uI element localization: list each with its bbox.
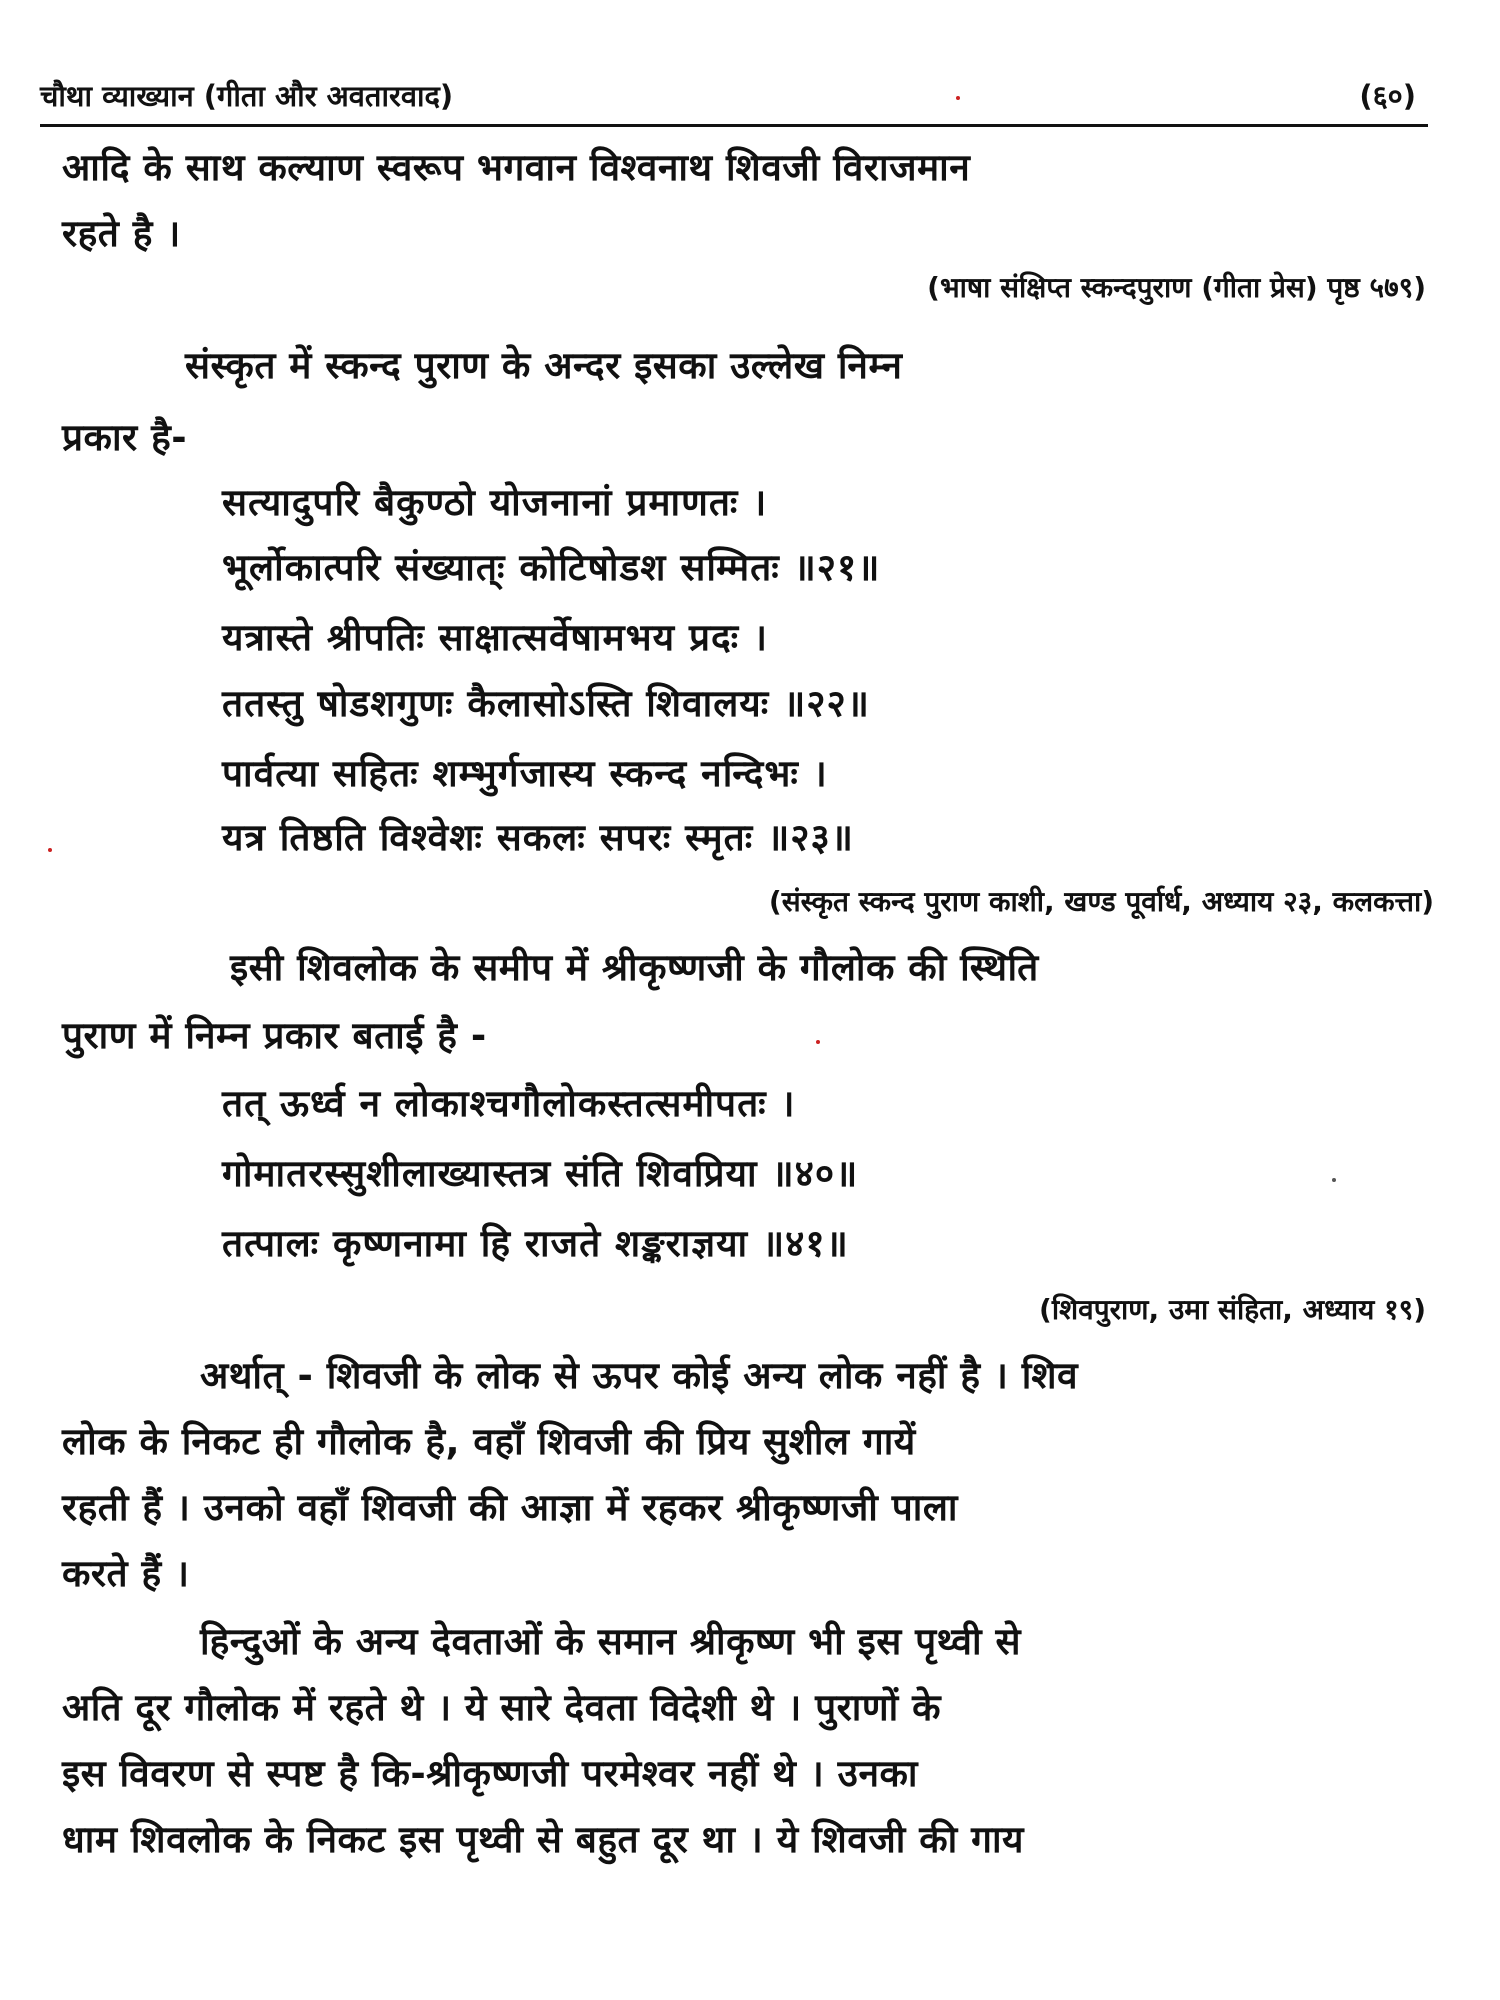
- body-line: अति दूर गौलोक में रहते थे । ये सारे देवता विदेशी थे । पुराणों के: [62, 1686, 941, 1729]
- verse-line: गोमातरस्सुशीलाख्यास्तत्र संति शिवप्रिया ॥४०॥: [222, 1152, 859, 1195]
- verse-line: पार्वत्या सहितः शम्भुर्गजास्य स्कन्द नन्दिभः ।: [222, 752, 828, 795]
- verse-line: तत् ऊर्ध्व न लोकाश्चगौलोकस्तत्समीपतः ।: [222, 1082, 796, 1125]
- page-number: (६०): [1359, 79, 1416, 113]
- body-line: अर्थात् - शिवजी के लोक से ऊपर कोई अन्य लोक नहीं है । शिव: [200, 1354, 1079, 1397]
- verse-line: भूर्लोकात्परि संख्यात्ः कोटिषोडश सम्मितः ॥२१॥: [222, 546, 881, 589]
- body-line: इस विवरण से स्पष्ट है कि-श्रीकृष्णजी परमेश्वर नहीं थे । उनका: [62, 1752, 918, 1795]
- verse-line: यत्र तिष्ठति विश्वेशः सकलः सपरः स्मृतः ॥२३॥: [222, 816, 854, 859]
- body-line: पुराण में निम्न प्रकार बताई है -: [62, 1014, 487, 1057]
- scan-speck: [816, 1040, 820, 1044]
- verse-line: तत्पालः कृष्णनामा हि राजते शङ्कराज्ञया ॥४१॥: [222, 1222, 849, 1265]
- body-line: रहते है ।: [62, 212, 181, 255]
- body-line: इसी शिवलोक के समीप में श्रीकृष्णजी के गौलोक की स्थिति: [230, 946, 1039, 989]
- verse-line: सत्यादुपरि बैकुण्ठो योजनानां प्रमाणतः ।: [222, 481, 768, 524]
- body-line: संस्कृत में स्कन्द पुराण के अन्दर इसका उल्लेख निम्न: [185, 344, 903, 387]
- body-line: करते हैं ।: [62, 1552, 190, 1595]
- running-header: [40, 72, 1428, 127]
- body-line: लोक के निकट ही गौलोक है, वहाँ शिवजी की प्रिय सुशील गायें: [62, 1420, 916, 1463]
- scan-speck: [1332, 1178, 1336, 1182]
- verse-line: ततस्तु षोडशगुणः कैलासोऽस्ति शिवालयः ॥२२॥: [222, 682, 870, 725]
- body-line: हिन्दुओं के अन्य देवताओं के समान श्रीकृष्ण भी इस पृथ्वी से: [200, 1620, 1021, 1663]
- verse-line: यत्रास्ते श्रीपतिः साक्षात्सर्वेषामभय प्रदः ।: [222, 616, 769, 659]
- citation: (शिवपुराण, उमा संहिता, अध्याय १९): [1039, 1293, 1426, 1326]
- citation: (भाषा संक्षिप्त स्कन्दपुराण (गीता प्रेस) पृष्ठ ५७९): [927, 271, 1426, 304]
- body-line: प्रकार है-: [62, 416, 188, 459]
- scan-speck: [956, 96, 960, 100]
- body-line: धाम शिवलोक के निकट इस पृथ्वी से बहुत दूर था । ये शिवजी की गाय: [62, 1818, 1025, 1861]
- chapter-title: चौथा व्याख्यान (गीता और अवतारवाद): [40, 79, 454, 113]
- scan-speck: [48, 848, 52, 852]
- body-line: रहती हैं । उनको वहाँ शिवजी की आज्ञा में रहकर श्रीकृष्णजी पाला: [62, 1486, 959, 1529]
- body-line: आदि के साथ कल्याण स्वरूप भगवान विश्वनाथ शिवजी विराजमान: [62, 146, 971, 189]
- citation: (संस्कृत स्कन्द पुराण काशी, खण्ड पूर्वार्ध, अध्याय २३, कलकत्ता): [768, 885, 1434, 918]
